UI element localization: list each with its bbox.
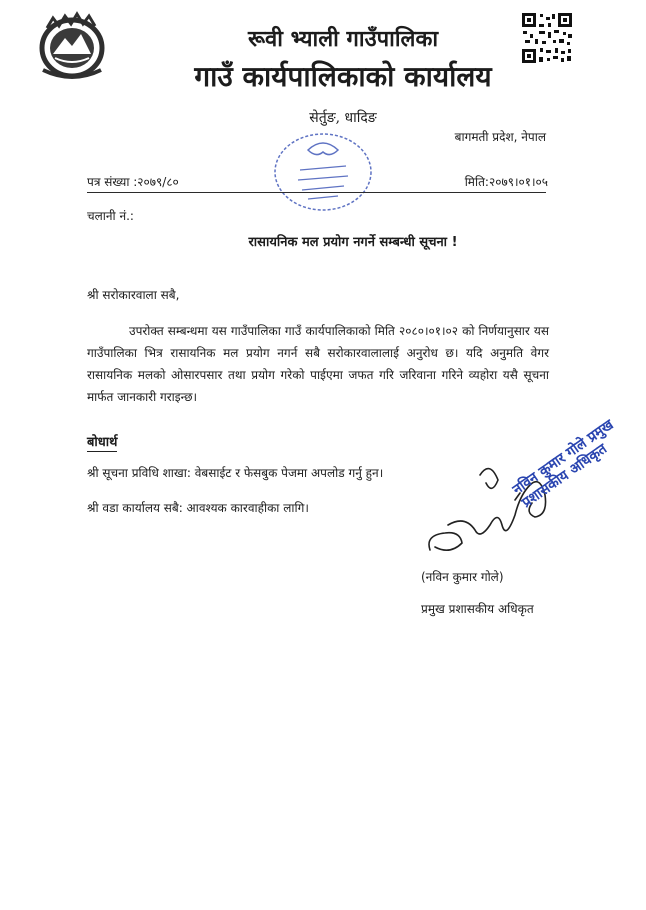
- signatory-name: (नविन कुमार गोले): [421, 570, 504, 584]
- signatory-title: प्रमुख प्रशासकीय अधिकृत: [421, 602, 534, 616]
- office-seal-stamp: [268, 128, 378, 216]
- reference-number: पत्र संख्या :२०७९/८०: [87, 175, 179, 189]
- header-divider: [87, 192, 546, 193]
- office-address: सेर्तुङ, धादिङ: [309, 110, 377, 126]
- bodhartha-heading: बोधार्थ: [87, 432, 117, 452]
- dispatch-number: चलानी नं.:: [87, 209, 134, 223]
- cc-item: श्री वडा कार्यालय सबै: आवश्यक कारवाहीका लागि।: [87, 501, 309, 515]
- subject-line: रासायनिक मल प्रयोग नगर्ने सम्बन्धी सूचना !: [248, 235, 458, 250]
- province-address: बागमती प्रदेश, नेपाल: [454, 130, 546, 144]
- letter-date: मिति:२०७९।०१।०५: [464, 175, 548, 189]
- notice-body: उपरोक्त सम्बन्धमा यस गाउँपालिका गाउँ कार्यपालिकाको मिति २०८०।०१।०२ को निर्णयानुसार यस गाउँपालिका भित्र रासायनिक मल प्रयोग नगर्न सबै सरोकारवालालाई अनुरोध छ। यदि अनुमति वेगर रासायनिक मलको ओसारपसार तथा प्रयोग गरेको पाईएमा जफत गरि जरिवाना गरिने व्यहोरा यसै सूचना मार्फत जानकारी गराइन्छ।: [87, 324, 549, 404]
- office-name: गाउँ कार्यपालिकाको कार्यालय: [194, 60, 492, 93]
- cc-item: श्री सूचना प्रविधि शाखा: वेबसाईट र फेसबुक पेजमा अपलोड गर्नु हुन।: [87, 466, 384, 480]
- salutation: श्री सरोकारवाला सबै,: [87, 288, 180, 302]
- signatory-stamp: नविन कुमार गोले प्रमुख प्रशासकीय अधिकृत: [510, 416, 617, 512]
- municipality-name: रूवी भ्याली गाउँपालिका: [247, 26, 439, 52]
